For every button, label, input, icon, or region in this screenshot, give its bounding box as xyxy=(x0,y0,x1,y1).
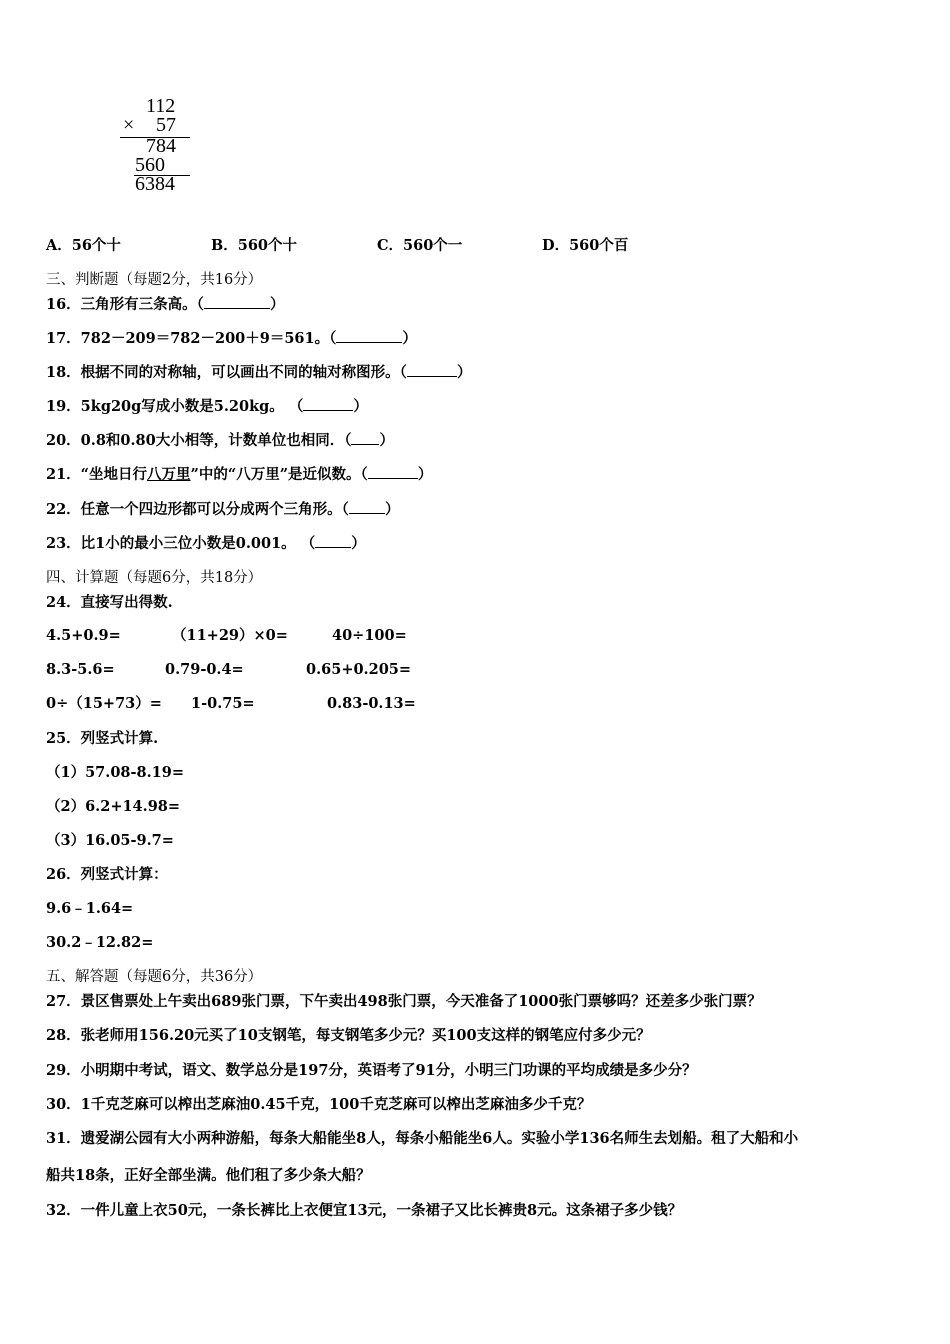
answer-blank[interactable] xyxy=(368,466,418,479)
answer-options xyxy=(46,237,906,255)
multiplicand: 112 xyxy=(146,95,176,117)
calc-row xyxy=(46,627,906,645)
partial-product-1: 784 xyxy=(146,135,176,157)
calc-item: 0.83-0.13= xyxy=(327,695,416,712)
calc-item: 0÷（15+73）= xyxy=(46,695,162,712)
answer-blank[interactable] xyxy=(303,398,353,411)
option-a[interactable]: A．56个十 xyxy=(46,237,121,254)
q26-item-1: 9.6﹣1.64= xyxy=(46,900,134,917)
option-c[interactable]: C．560个一 xyxy=(377,237,463,254)
calc-item: 8.3-5.6= xyxy=(46,661,115,678)
question-24: 24．直接写出得数. xyxy=(46,594,173,611)
question-30: 30．1千克芝麻可以榨出芝麻油0.45千克，100千克芝麻可以榨出芝麻油多少千克？ xyxy=(46,1096,592,1113)
question-21: 21．“坐地日行八万里”中的“八万里”是近似数。（ ） xyxy=(46,466,433,483)
question-31-cont: 船共18条，正好全部坐满。他们租了多少条大船？ xyxy=(46,1167,371,1184)
option-b[interactable]: B．560个十 xyxy=(211,237,298,254)
calc-item: 1-0.75= xyxy=(191,695,255,712)
question-18: 18．根据不同的对称轴，可以画出不同的轴对称图形。（ ） xyxy=(46,364,472,381)
question-25: 25．列竖式计算. xyxy=(46,730,159,747)
question-27: 27．景区售票处上午卖出689张门票，下午卖出498张门票，今天准备了1000张门票够吗？还差多少张门票？ xyxy=(46,993,762,1010)
q25-item-3: （3）16.05-9.7= xyxy=(46,832,174,849)
product: 6384 xyxy=(135,173,175,195)
question-20: 20．0.8和0.80大小相等，计数单位也相同．（ ） xyxy=(46,432,394,449)
question-16: 16．三角形有三条高。（ ） xyxy=(46,296,285,313)
answer-blank[interactable] xyxy=(349,501,385,514)
question-31: 31．遗爱湖公园有大小两种游船，每条大船能坐8人，每条小船能坐6人。实验小学136名师生去划船。租了大船和小 xyxy=(46,1130,799,1147)
multiplier: 57 xyxy=(156,114,176,136)
calc-item: 0.65+0.205= xyxy=(306,661,412,678)
times-sign: × xyxy=(123,114,135,136)
question-26: 26．列竖式计算： xyxy=(46,866,168,883)
section-title: 四、计算题（每题6分，共18分） xyxy=(46,570,263,586)
calc-item: 40÷100= xyxy=(332,627,407,644)
section-title: 三、判断题（每题2分，共16分） xyxy=(46,272,263,288)
question-28: 28．张老师用156.20元买了10支钢笔，每支钢笔多少元？买100支这样的钢笔应付多少元？ xyxy=(46,1027,651,1044)
q25-item-1: （1）57.08-8.19= xyxy=(46,764,184,781)
answer-blank[interactable] xyxy=(315,535,351,548)
answer-blank[interactable] xyxy=(336,330,402,343)
answer-blank[interactable] xyxy=(407,364,457,377)
question-23: 23．比1小的最小三位小数是0.001。 （ ） xyxy=(46,535,366,552)
calc-row xyxy=(46,661,906,679)
q26-item-2: 30.2﹣12.82= xyxy=(46,934,154,951)
vertical-multiplication xyxy=(118,94,198,199)
question-17: 17．782－209＝782－200＋9＝561。（ ） xyxy=(46,330,417,347)
calc-item: （11+29）×0= xyxy=(172,627,288,644)
q25-item-2: （2）6.2+14.98= xyxy=(46,798,181,815)
question-29: 29．小明期中考试，语文、数学总分是197分，英语考了91分，小明三门功课的平均成绩是多少分？ xyxy=(46,1062,697,1079)
calc-item: 0.79-0.4= xyxy=(165,661,244,678)
partial-product-2: 560 xyxy=(135,154,165,176)
question-19: 19．5kg20g写成小数是5.20kg。 （ ） xyxy=(46,398,368,415)
question-22: 22．任意一个四边形都可以分成两个三角形。（ ） xyxy=(46,501,400,518)
answer-blank[interactable] xyxy=(204,296,270,309)
calc-row xyxy=(46,695,906,713)
question-32: 32．一件儿童上衣50元，一条长裤比上衣便宜13元，一条裙子又比长裤贵8元。这条裙子多少钱？ xyxy=(46,1202,683,1219)
answer-blank[interactable] xyxy=(351,432,379,445)
calc-item: 4.5+0.9= xyxy=(46,627,121,644)
option-d[interactable]: D．560个百 xyxy=(542,237,629,254)
section-title: 五、解答题（每题6分，共36分） xyxy=(46,969,263,985)
